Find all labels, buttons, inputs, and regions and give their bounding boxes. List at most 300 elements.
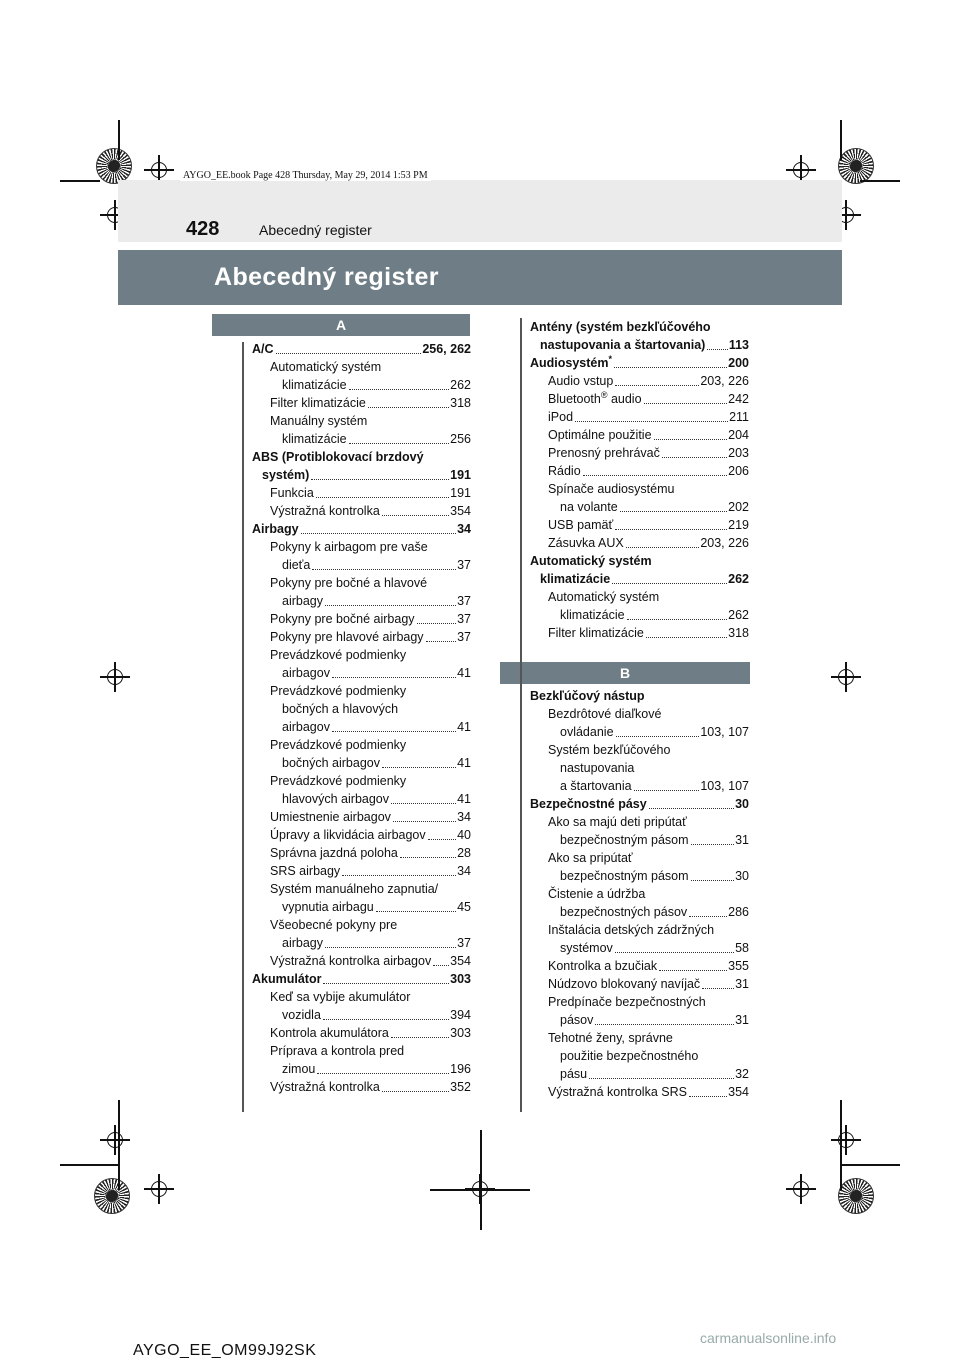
index-term: Funkcia (270, 486, 314, 500)
index-entry (252, 718, 471, 736)
page-reference: 41 (457, 666, 471, 680)
index-term: Predpínače bezpečnostných (548, 995, 706, 1009)
leader-dots (426, 641, 457, 642)
leader-dots (391, 1037, 449, 1038)
book-info-line: AYGO_EE.book Page 428 Thursday, May 29, 2014 1:53 PM (180, 170, 431, 181)
leader-dots (325, 605, 456, 606)
index-term: Pokyny pre hlavové airbagy (270, 630, 424, 644)
page-reference: 37 (457, 612, 471, 626)
index-term: Bezkľúčový nástup (530, 689, 645, 703)
leader-dots (659, 970, 727, 971)
index-term: Pokyny pre bočné airbagy (270, 612, 415, 626)
index-entry (530, 759, 749, 777)
leader-dots (317, 1073, 449, 1074)
index-entry (252, 592, 471, 610)
registration-disk-bottom-right (838, 1178, 874, 1214)
page-reference: 354 (450, 954, 471, 968)
index-entry (252, 412, 471, 430)
index-entry (530, 831, 749, 849)
page-reference: 203, 226 (700, 374, 749, 388)
index-entry (252, 664, 471, 682)
leader-dots (323, 983, 449, 984)
index-entry (252, 340, 471, 358)
index-entry (530, 498, 749, 516)
leader-dots (614, 367, 727, 368)
index-entry (252, 646, 471, 664)
index-entry (530, 462, 749, 480)
page-reference: 196 (450, 1062, 471, 1076)
index-entry (252, 466, 471, 484)
index-column-2 (530, 318, 749, 642)
index-entry (252, 520, 471, 538)
index-entry (530, 723, 749, 741)
index-entry (252, 754, 471, 772)
leader-dots (626, 547, 700, 548)
page-reference: 30 (735, 869, 749, 883)
index-entry (252, 844, 471, 862)
leader-dots (428, 839, 456, 840)
index-term: klimatizácie (282, 378, 347, 392)
index-entry (530, 354, 749, 372)
leader-dots (382, 1091, 449, 1092)
page-reference: 37 (457, 936, 471, 950)
index-column-2-section-b (530, 687, 749, 1101)
header-band (118, 180, 842, 242)
index-term: bezpečnostným pásom (560, 869, 689, 883)
index-entry (530, 552, 749, 570)
page-reference: 256 (450, 432, 471, 446)
leader-dots (382, 767, 456, 768)
index-term: systémov (560, 941, 613, 955)
index-entry (530, 606, 749, 624)
index-term: Pokyny k airbagom pre vaše (270, 540, 428, 554)
leader-dots (646, 637, 727, 638)
index-term: Audio vstup (548, 374, 614, 388)
leader-dots (616, 736, 700, 737)
leader-dots (276, 353, 422, 354)
page-reference: 200 (728, 356, 749, 370)
page-reference: 242 (728, 392, 749, 406)
crosshair-mark (831, 1125, 861, 1155)
index-entry (530, 516, 749, 534)
index-term: Systém bezkľúčového (548, 743, 671, 757)
crosshair-mark (831, 662, 861, 692)
leader-dots (654, 439, 728, 440)
index-entry (252, 862, 471, 880)
leader-dots (312, 569, 456, 570)
page-reference: 41 (457, 756, 471, 770)
page-reference: 355 (728, 959, 749, 973)
registration-disk-bottom-left (94, 1178, 130, 1214)
index-term: Antény (systém bezkľúčového (530, 320, 711, 334)
page-reference: 354 (450, 504, 471, 518)
page-reference: 219 (728, 518, 749, 532)
page-reference: 37 (457, 558, 471, 572)
leader-dots (691, 880, 735, 881)
leader-dots (649, 808, 734, 809)
index-entry (530, 444, 749, 462)
page-reference: 40 (457, 828, 471, 842)
index-term: pásov (560, 1013, 594, 1027)
page-reference: 202 (728, 500, 749, 514)
index-term: Automatický systém (548, 590, 660, 604)
column-divider (520, 318, 522, 1112)
index-entry (530, 426, 749, 444)
leader-dots (332, 731, 456, 732)
index-term: Prevádzkové podmienky (270, 738, 407, 752)
index-term: dieťa (282, 558, 311, 572)
index-entry (530, 372, 749, 390)
section-header-b: B (500, 662, 750, 684)
index-entry (252, 880, 471, 898)
page-reference: 191 (450, 468, 471, 482)
index-entry (530, 813, 749, 831)
index-entry (252, 538, 471, 556)
index-term: Bluetooth® audio (548, 389, 642, 406)
index-entry (252, 898, 471, 916)
index-entry (530, 777, 749, 795)
index-term: Audiosystém* (530, 353, 613, 370)
index-term: ovládanie (560, 725, 614, 739)
index-term: bezpečnostných pásov (560, 905, 688, 919)
leader-dots (662, 457, 727, 458)
index-entry (252, 628, 471, 646)
index-entry (252, 772, 471, 790)
index-entry (252, 1078, 471, 1096)
leader-dots (702, 988, 734, 989)
index-term: Bezpečnostné pásy (530, 797, 647, 811)
registration-disk-top-right (838, 148, 874, 184)
index-entry (530, 1083, 749, 1101)
page-reference: 34 (457, 522, 471, 536)
trim-line (480, 1130, 482, 1230)
running-head: Abecedný register (259, 222, 372, 238)
index-entry (252, 556, 471, 574)
trim-line (430, 1189, 530, 1191)
index-term: Kontrola akumulátora (270, 1026, 389, 1040)
index-entry (530, 993, 749, 1011)
index-term: klimatizácie (282, 432, 347, 446)
trim-line (842, 1164, 900, 1166)
page-reference: 352 (450, 1080, 471, 1094)
index-entry (252, 790, 471, 808)
document-code: AYGO_EE_OM99J92SK (133, 1342, 317, 1359)
index-term: Kontrolka a bzučiak (548, 959, 658, 973)
leader-dots (689, 916, 727, 917)
index-term: airbagov (282, 666, 330, 680)
index-term: Optimálne použitie (548, 428, 652, 442)
index-entry (530, 624, 749, 642)
index-entry (252, 916, 471, 934)
index-term: Spínače audiosystému (548, 482, 675, 496)
index-term: Zásuvka AUX (548, 536, 624, 550)
index-term: bezpečnostným pásom (560, 833, 689, 847)
leader-dots (615, 952, 734, 953)
trim-line (840, 1100, 842, 1190)
index-term: Systém manuálneho zapnutia/ (270, 882, 439, 896)
index-entry (530, 1011, 749, 1029)
index-entry (530, 570, 749, 588)
index-term: airbagy (282, 594, 323, 608)
index-term: airbagy (282, 936, 323, 950)
index-term: pásu (560, 1067, 588, 1081)
index-term: zimou (282, 1062, 316, 1076)
page-reference: 103, 107 (700, 779, 749, 793)
page-reference: 31 (735, 1013, 749, 1027)
index-term: Ako sa majú deti pripútať (548, 815, 687, 829)
index-entry (530, 939, 749, 957)
index-entry (252, 502, 471, 520)
index-term: Prevádzkové podmienky (270, 684, 407, 698)
leader-dots (575, 421, 728, 422)
index-term: Bezdrôtové diaľkové (548, 707, 662, 721)
index-entry (252, 1042, 471, 1060)
page-reference: 30 (735, 797, 749, 811)
index-entry (530, 390, 749, 408)
index-entry (252, 808, 471, 826)
index-term: Keď sa vybije akumulátor (270, 990, 411, 1004)
index-term: Výstražná kontrolka airbagov (270, 954, 432, 968)
index-term: Prevádzkové podmienky (270, 648, 407, 662)
page-reference: 58 (735, 941, 749, 955)
leader-dots (433, 965, 449, 966)
crosshair-mark (100, 662, 130, 692)
index-entry (530, 957, 749, 975)
index-entry (530, 903, 749, 921)
crosshair-mark (144, 1174, 174, 1204)
index-entry (252, 1024, 471, 1042)
index-term: na volante (560, 500, 618, 514)
index-term: hlavových airbagov (282, 792, 390, 806)
index-entry (252, 700, 471, 718)
index-term: Rádio (548, 464, 581, 478)
leader-dots (612, 583, 727, 584)
index-entry (252, 736, 471, 754)
index-entry (530, 885, 749, 903)
page-reference: 31 (735, 833, 749, 847)
index-entry (530, 1047, 749, 1065)
index-entry (530, 741, 749, 759)
leader-dots (311, 479, 449, 480)
index-entry (530, 1065, 749, 1083)
leader-dots (595, 1024, 734, 1025)
page-reference: 113 (728, 338, 749, 352)
leader-dots (382, 515, 449, 516)
trim-line (118, 1100, 120, 1190)
index-term: Čistenie a údržba (548, 887, 646, 901)
page-reference: 206 (728, 464, 749, 478)
index-entry (252, 448, 471, 466)
page-reference: 286 (728, 905, 749, 919)
index-entry (252, 988, 471, 1006)
index-entry (530, 408, 749, 426)
index-term: Výstražná kontrolka SRS (548, 1085, 687, 1099)
leader-dots (342, 875, 456, 876)
page-reference: 28 (457, 846, 471, 860)
watermark: carmanualsonline.info (700, 1330, 837, 1346)
index-term: a štartovania (560, 779, 632, 793)
index-entry (252, 430, 471, 448)
registration-disk-top-left (96, 148, 132, 184)
page-reference: 303 (450, 972, 471, 986)
section-header-a: A (212, 314, 470, 336)
page-reference: 203 (728, 446, 749, 460)
index-term: bočných airbagov (282, 756, 380, 770)
page-reference: 32 (735, 1067, 749, 1081)
leader-dots (332, 677, 456, 678)
page-reference: 262 (728, 608, 749, 622)
leader-dots (689, 1096, 727, 1097)
leader-dots (301, 533, 457, 534)
leader-dots (391, 803, 456, 804)
index-entry (252, 394, 471, 412)
index-entry (530, 687, 749, 705)
leader-dots (644, 403, 728, 404)
index-entry (530, 534, 749, 552)
index-term: Prenosný prehrávač (548, 446, 660, 460)
leader-dots (615, 529, 727, 530)
crosshair-mark (786, 1174, 816, 1204)
page-reference: 37 (457, 630, 471, 644)
page-reference: 256, 262 (422, 342, 471, 356)
index-entry (252, 970, 471, 988)
index-term: Ako sa pripútať (548, 851, 633, 865)
index-term: systém) (262, 468, 310, 482)
trim-line (60, 180, 100, 182)
index-entry (530, 318, 749, 336)
leader-dots (325, 947, 456, 948)
index-entry (530, 588, 749, 606)
page-reference: 318 (728, 626, 749, 640)
index-term: Automatický systém (530, 554, 652, 568)
page-reference: 45 (457, 900, 471, 914)
index-term: Núdzovo blokovaný navíjač (548, 977, 701, 991)
index-entry (252, 484, 471, 502)
index-entry (252, 682, 471, 700)
index-entry (252, 934, 471, 952)
index-entry (252, 826, 471, 844)
index-entry (530, 795, 749, 813)
leader-dots (316, 497, 449, 498)
column-divider (242, 342, 244, 1112)
leader-dots (707, 349, 728, 350)
index-entry (530, 849, 749, 867)
index-entry (252, 376, 471, 394)
leader-dots (349, 389, 450, 390)
leader-dots (400, 857, 456, 858)
index-term: Výstražná kontrolka (270, 1080, 380, 1094)
page-reference: 203, 226 (700, 536, 749, 550)
index-term: Akumulátor (252, 972, 322, 986)
index-term: vozidla (282, 1008, 321, 1022)
index-entry (252, 358, 471, 376)
index-term: Manuálny systém (270, 414, 368, 428)
page-reference: 354 (728, 1085, 749, 1099)
index-term: Tehotné ženy, správne (548, 1031, 673, 1045)
page-reference: 37 (457, 594, 471, 608)
index-term: vypnutia airbagu (282, 900, 374, 914)
page-reference: 211 (729, 410, 749, 424)
trim-line (860, 180, 900, 182)
trim-line (840, 120, 842, 160)
index-term: Výstražná kontrolka (270, 504, 380, 518)
page-reference: 318 (450, 396, 471, 410)
index-term: airbagov (282, 720, 330, 734)
crosshair-mark (100, 1125, 130, 1155)
index-term: klimatizácie (540, 572, 611, 586)
index-entry (530, 867, 749, 885)
index-term: SRS airbagy (270, 864, 341, 878)
leader-dots (349, 443, 450, 444)
page-reference: 103, 107 (700, 725, 749, 739)
index-entry (252, 1006, 471, 1024)
page-reference: 204 (728, 428, 749, 442)
index-term: USB pamäť (548, 518, 614, 532)
index-entry (252, 610, 471, 628)
index-entry (530, 336, 749, 354)
page-reference: 34 (457, 864, 471, 878)
leader-dots (376, 911, 456, 912)
page-reference: 394 (450, 1008, 471, 1022)
page-title: Abecedný register (214, 263, 439, 291)
index-term: A/C (252, 342, 274, 356)
leader-dots (615, 385, 699, 386)
index-term: Umiestnenie airbagov (270, 810, 391, 824)
index-entry (252, 952, 471, 970)
leader-dots (583, 475, 727, 476)
index-term: použitie bezpečnostného (560, 1049, 699, 1063)
index-term: Inštalácia detských zádržných (548, 923, 715, 937)
page-reference: 31 (735, 977, 749, 991)
leader-dots (589, 1078, 734, 1079)
index-term: Automatický systém (270, 360, 382, 374)
leader-dots (691, 844, 735, 845)
page-number: 428 (186, 218, 220, 240)
index-term: ABS (Protiblokovací brzdový (252, 450, 424, 464)
index-term: Pokyny pre bočné a hlavové (270, 576, 428, 590)
index-term: klimatizácie (560, 608, 625, 622)
leader-dots (323, 1019, 449, 1020)
index-term: nastupovania (560, 761, 635, 775)
index-term: Airbagy (252, 522, 299, 536)
index-term: Filter klimatizácie (548, 626, 644, 640)
leader-dots (627, 619, 728, 620)
index-entry (530, 921, 749, 939)
index-entry (252, 1060, 471, 1078)
index-term: Všeobecné pokyny pre (270, 918, 398, 932)
page-reference: 262 (450, 378, 471, 392)
index-entry (530, 975, 749, 993)
page-reference: 303 (450, 1026, 471, 1040)
index-column-1 (252, 340, 471, 1096)
index-term: Prevádzkové podmienky (270, 774, 407, 788)
page-reference: 34 (457, 810, 471, 824)
index-entry (530, 1029, 749, 1047)
index-term: Správna jazdná poloha (270, 846, 398, 860)
index-entry (252, 574, 471, 592)
index-term: iPod (548, 410, 574, 424)
page-reference: 41 (457, 720, 471, 734)
index-term: Príprava a kontrola pred (270, 1044, 405, 1058)
index-entry (530, 480, 749, 498)
trim-line (60, 1164, 118, 1166)
index-term: Filter klimatizácie (270, 396, 366, 410)
leader-dots (368, 407, 449, 408)
leader-dots (634, 790, 700, 791)
leader-dots (417, 623, 457, 624)
index-term: Úpravy a likvidácia airbagov (270, 828, 426, 842)
page-reference: 41 (457, 792, 471, 806)
